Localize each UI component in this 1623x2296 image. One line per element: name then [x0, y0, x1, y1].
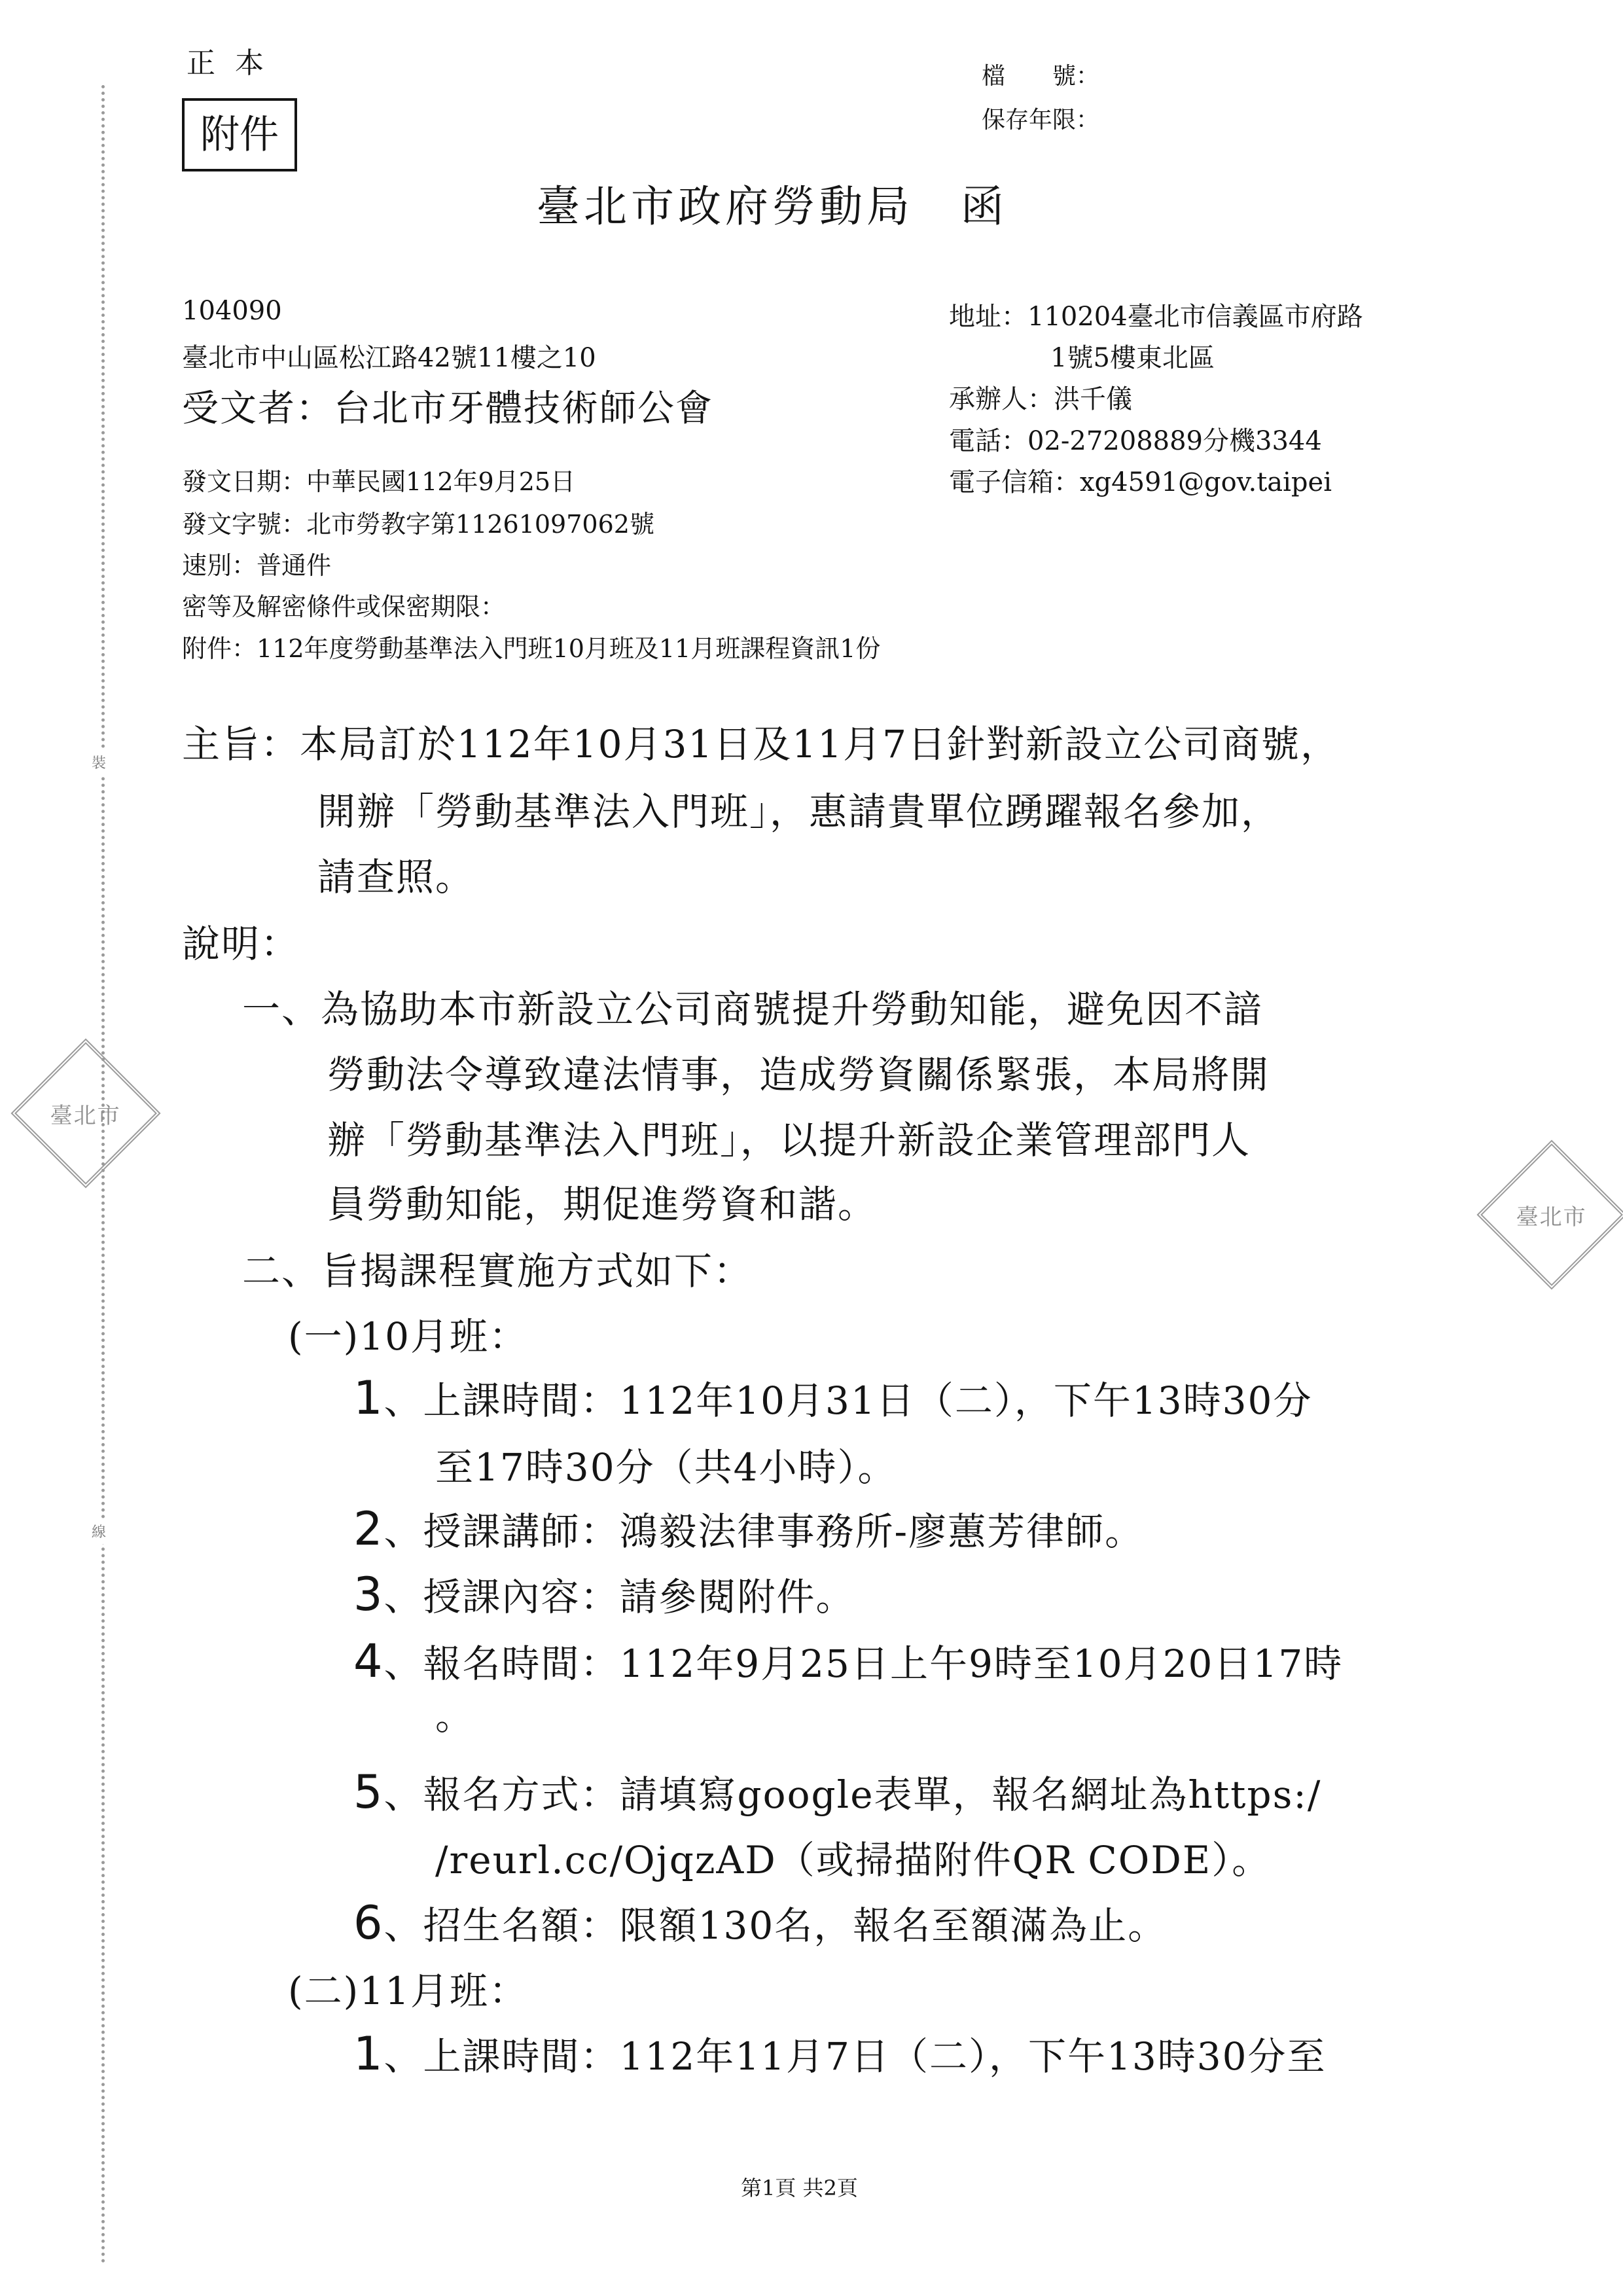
- explanation-point-1-line-4: 員勞動知能，期促進勞資和諧。: [327, 1182, 878, 1227]
- seal-stamp-left-text: 臺北市: [50, 1102, 121, 1129]
- seal-stamp-right: [1476, 1139, 1623, 1289]
- subject-line-2: 開辦「勞動基準法入門班」，惠請貴單位踴躍報名參加，: [317, 789, 1281, 834]
- explanation-heading: 說明：: [182, 922, 300, 966]
- october-item-6-number: 6: [353, 1896, 384, 1950]
- sender-phone: 電話：02-27208889分機3344: [949, 426, 1322, 456]
- delivery-speed: 速別：普通件: [182, 551, 332, 580]
- recipient-address: 臺北市中山區松江路42號11樓之10: [182, 343, 596, 373]
- november-item-1-number: 1: [353, 2027, 384, 2081]
- recipient-postal-code: 104090: [182, 296, 282, 326]
- october-item-1-continued: 至17時30分（共4小時）。: [435, 1445, 897, 1490]
- explanation-point-1-line-3: 辦「勞動基準法入門班」，以提升新設企業管理部門人: [327, 1118, 1251, 1162]
- october-item-1-text: 、上課時間：112年10月31日（二），下午13時30分: [383, 1378, 1313, 1423]
- explanation-point-1-line-1: 一、為協助本市新設立公司商號提升勞動知能，避免因不諳: [242, 987, 1264, 1031]
- october-item-3-number: 3: [353, 1568, 384, 1621]
- october-item-4-continued: 。: [435, 1694, 475, 1738]
- october-item-2: [353, 1501, 1144, 1556]
- october-item-5-number: 5: [353, 1765, 384, 1819]
- october-item-5-continued: /reurl.cc/OjqzAD（或掃描附件QR CODE）。: [435, 1838, 1272, 1882]
- november-class-heading: (二)11月班：: [288, 1969, 529, 2013]
- subject-line-3: 請查照。: [317, 855, 475, 899]
- document-title: 臺北市政府勞動局 函: [537, 181, 1008, 232]
- document-number: 發文字號：北市勞教字第11261097062號: [182, 510, 654, 539]
- november-item-1: [353, 2026, 1327, 2081]
- recipient-name: 受文者：台北市牙體技術師公會: [182, 387, 713, 430]
- october-item-5-text: 、報名方式：請填寫google表單，報名網址為https:/: [383, 1772, 1322, 1817]
- sender-officer: 承辦人：洪千儀: [949, 384, 1132, 414]
- october-item-6: [353, 1895, 1167, 1950]
- attachment-box: 附件: [182, 98, 297, 171]
- retention-period-label: 保存年限：: [982, 107, 1100, 134]
- october-item-1-number: 1: [353, 1371, 384, 1425]
- october-item-1: [353, 1370, 1312, 1425]
- binding-mark-bottom: 線: [92, 1518, 106, 1544]
- november-item-1-text: 、上課時間：112年11月7日（二），下午13時30分至: [383, 2034, 1327, 2079]
- sender-address-line2: 1號5樓東北區: [1050, 343, 1215, 373]
- sender-email: 電子信箱：xg4591@gov.taipei: [949, 467, 1332, 497]
- october-item-5: [353, 1764, 1321, 1819]
- october-item-6-text: 、招生名額：限額130名，報名至額滿為止。: [383, 1903, 1168, 1948]
- secrecy-level: 密等及解密條件或保密期限：: [182, 592, 506, 621]
- seal-stamp-left: [10, 1038, 160, 1188]
- october-item-2-text: 、授課講師：鴻毅法律事務所-廖蕙芳律師。: [383, 1509, 1145, 1554]
- subject-line-1: 主旨：本局訂於112年10月31日及11月7日針對新設立公司商號，: [182, 722, 1340, 766]
- binding-line: [101, 85, 105, 2265]
- binding-mark-top: 裝: [92, 749, 106, 775]
- october-item-4-text: 、報名時間：112年9月25日上午9時至10月20日17時: [383, 1641, 1344, 1686]
- attachment-description: 附件：112年度勞動基準法入門班10月班及11月班課程資訊1份: [182, 634, 881, 663]
- october-item-2-number: 2: [353, 1502, 384, 1556]
- october-item-4-number: 4: [353, 1634, 384, 1688]
- october-class-heading: (一)10月班：: [288, 1314, 529, 1359]
- explanation-point-1-line-2: 勞動法令導致違法情事，造成勞資關係緊張，本局將開: [327, 1052, 1270, 1097]
- explanation-point-2-heading: 二、旨揭課程實施方式如下：: [242, 1249, 753, 1293]
- issue-date: 發文日期：中華民國112年9月25日: [182, 467, 576, 496]
- file-number-label: 檔 號：: [982, 63, 1100, 90]
- october-item-4: [353, 1633, 1343, 1688]
- copy-type-label: 正本: [187, 46, 283, 80]
- october-item-3: [353, 1566, 855, 1621]
- sender-address-line1: 地址：110204臺北市信義區市府路: [949, 302, 1363, 332]
- seal-stamp-right-text: 臺北市: [1516, 1204, 1587, 1230]
- page-number: 第1頁 共2頁: [741, 2176, 858, 2200]
- october-item-3-text: 、授課內容：請參閱附件。: [383, 1575, 855, 1619]
